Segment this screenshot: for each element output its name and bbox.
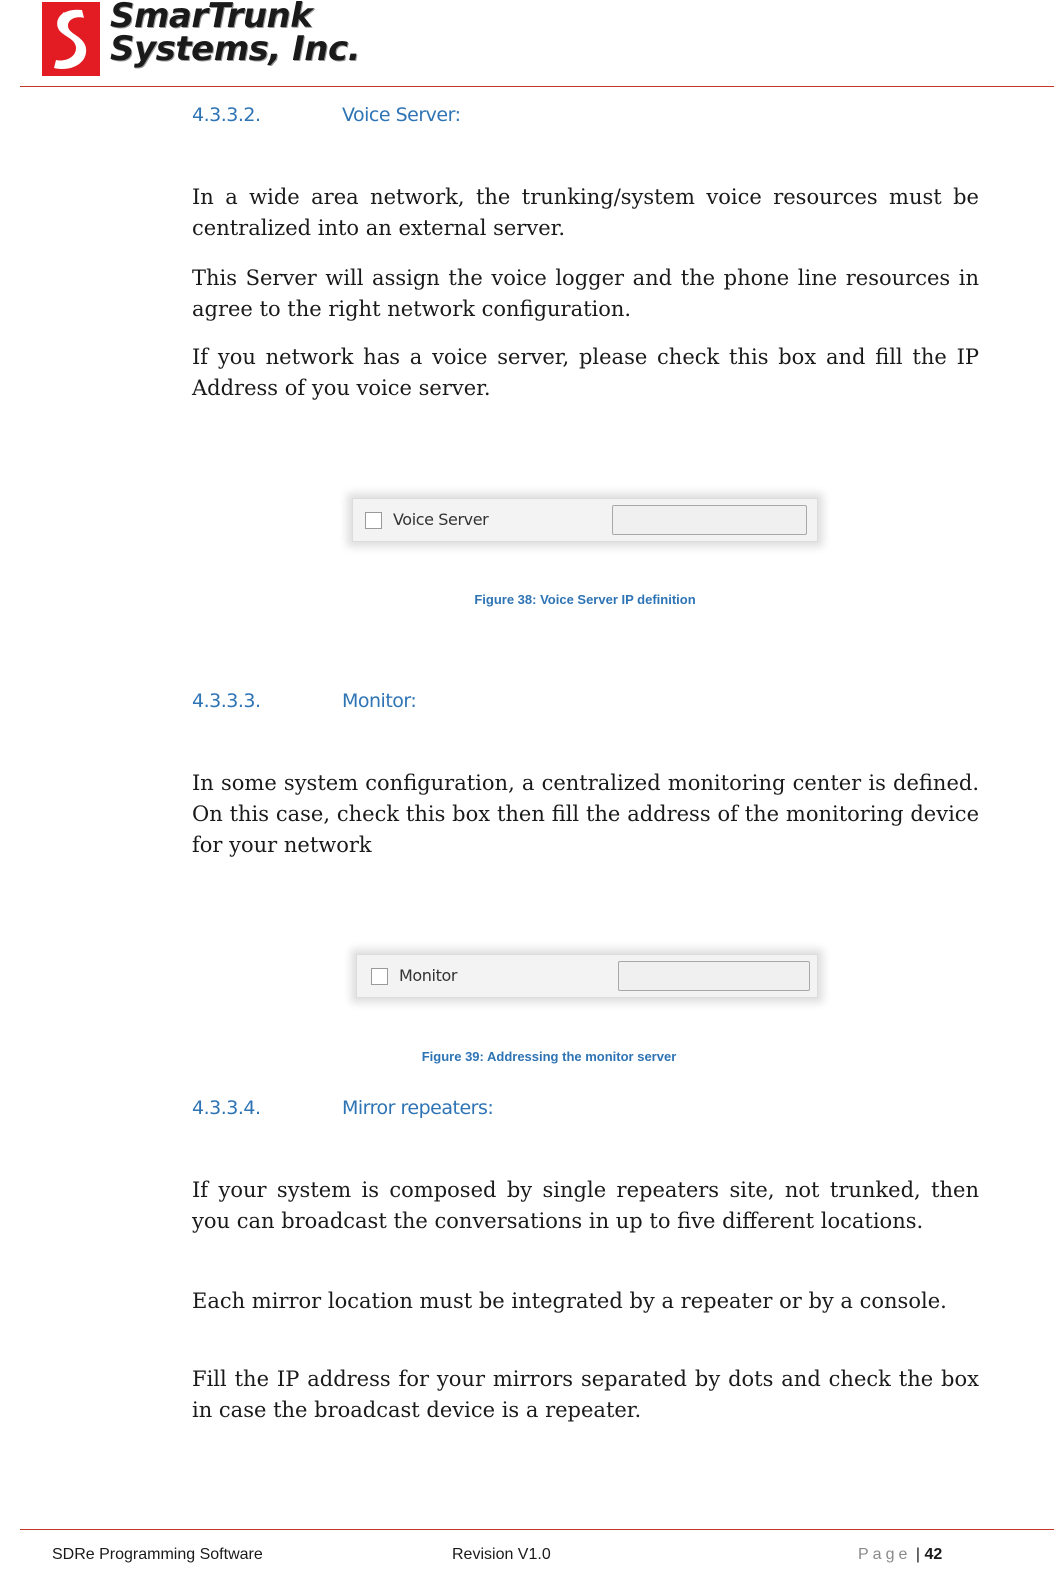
- paragraph: This Server will assign the voice logger and the phone line resources in agree to the right network configuration.: [192, 266, 979, 321]
- monitor-label: Monitor: [399, 966, 458, 985]
- header-divider: [20, 86, 1054, 87]
- voice-server-label: Voice Server: [393, 510, 489, 529]
- section-title: Voice Server:: [342, 104, 461, 126]
- voice-server-ip-input[interactable]: [612, 505, 807, 535]
- figure-caption: Figure 38: Voice Server IP definition: [474, 592, 696, 607]
- paragraph: In some system configuration, a centralized monitoring center is defined. On this case, check this box then fill the address of the monitoring device for your network: [192, 771, 979, 857]
- section-number: 4.3.3.4.: [192, 1097, 261, 1119]
- footer-separator: |: [915, 1546, 920, 1563]
- section-number: 4.3.3.2.: [192, 104, 261, 126]
- footer-divider: [20, 1529, 1054, 1530]
- smartrunk-logo-icon: [42, 2, 100, 76]
- section-title: Mirror repeaters:: [342, 1097, 494, 1119]
- paragraph: If you network has a voice server, please check this box and fill the IP Address of you voice server.: [192, 345, 979, 400]
- monitor-checkbox[interactable]: [371, 968, 388, 985]
- logo-line-1: SmarTrunk: [110, 0, 313, 36]
- section-heading-mirror-repeaters: [192, 1097, 493, 1119]
- paragraph: In a wide area network, the trunking/system voice resources must be centralized into an external server.: [192, 185, 979, 240]
- section-heading-voice-server: [192, 104, 460, 126]
- figure-caption: Figure 39: Addressing the monitor server: [421, 1049, 677, 1064]
- paragraph: If your system is composed by single repeaters site, not trunked, then you can broadcast the conversations in up to five different locations.: [192, 1178, 979, 1233]
- footer-page-number: 42: [924, 1546, 943, 1563]
- monitor-figure: [356, 954, 818, 998]
- voice-server-checkbox[interactable]: [365, 512, 382, 529]
- section-title: Monitor:: [342, 690, 417, 712]
- paragraph: Each mirror location must be integrated by a repeater or by a console.: [192, 1289, 947, 1313]
- section-number: 4.3.3.3.: [192, 690, 261, 712]
- logo-line-2: Systems, Inc.: [110, 29, 361, 69]
- company-logo-text: [110, 0, 361, 69]
- section-heading-monitor: [192, 690, 416, 712]
- footer-page-label: Page: [858, 1546, 912, 1563]
- footer-revision: Revision V1.0: [452, 1546, 551, 1563]
- voice-server-figure: [352, 498, 818, 542]
- footer-page: [858, 1546, 942, 1564]
- monitor-ip-input[interactable]: [618, 961, 810, 991]
- footer-doc-title: SDRe Programming Software: [52, 1546, 263, 1563]
- paragraph: Fill the IP address for your mirrors separated by dots and check the box in case the broadcast device is a repeater.: [192, 1367, 979, 1422]
